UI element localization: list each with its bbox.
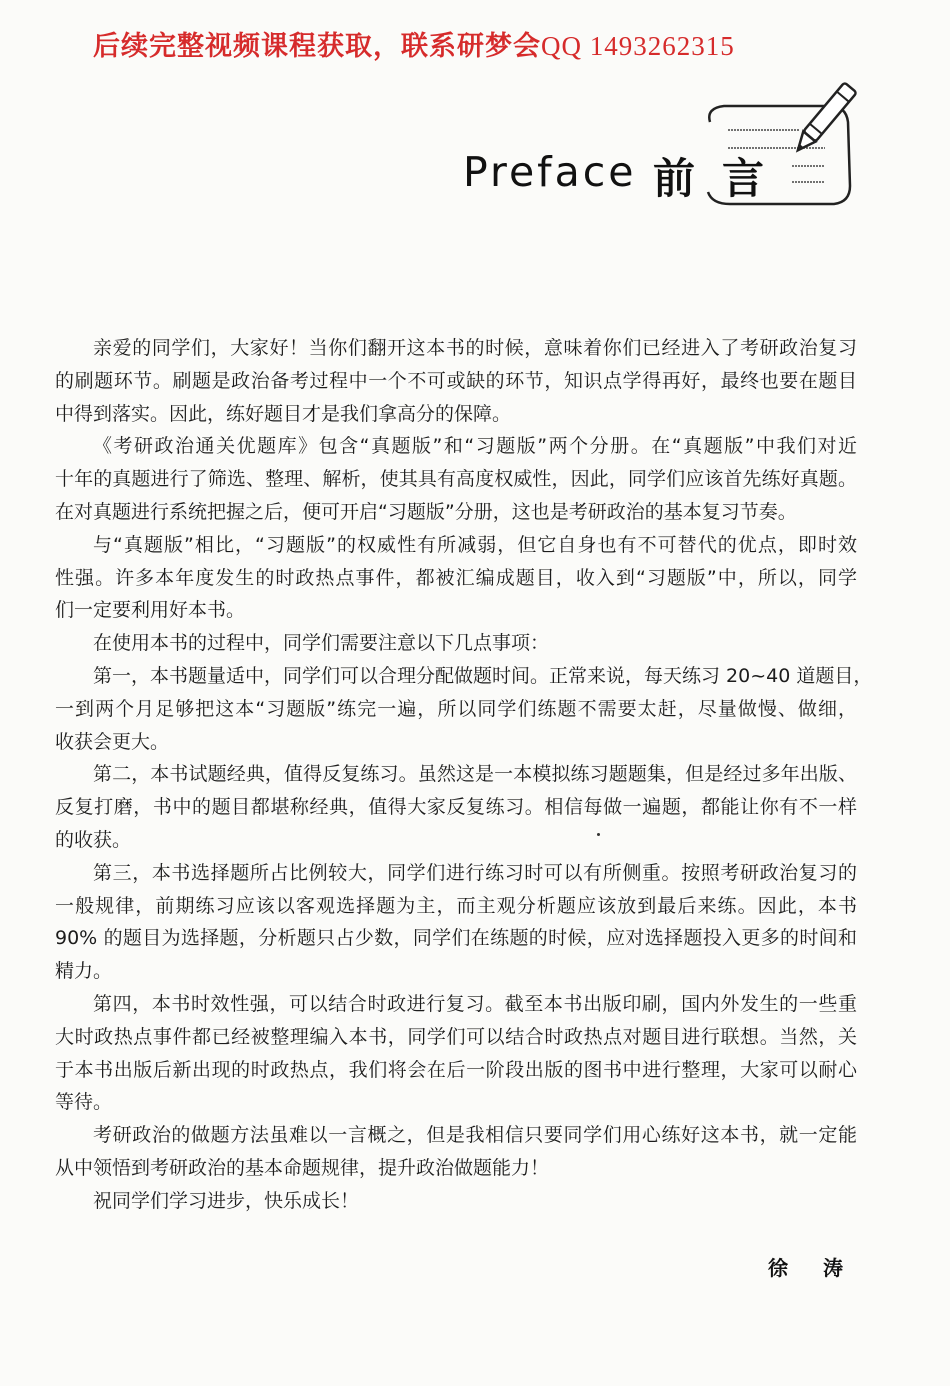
promo-banner <box>93 24 735 63</box>
author-signature: 徐 涛 <box>768 1256 857 1280</box>
paragraph-line: 们一定要利用好本书。 <box>55 599 246 622</box>
paragraph-line: 十年的真题进行了筛选、整理、解析，使其具有高度权威性，因此，同学们应该首先练好真题。 <box>55 468 857 491</box>
paragraph <box>55 430 857 528</box>
paragraph-line: 90% 的题目为选择题，分析题只占少数，同学们在练题的时候，应对选择题投入更多的时间和 <box>55 927 857 950</box>
paragraph-line: 等待。 <box>55 1091 113 1114</box>
paragraph-line: 一到两个月足够把这本“习题版”练完一遍，所以同学们练题不需要太赶，尽量做慢、做细， <box>55 697 857 720</box>
paragraph <box>55 627 857 660</box>
paragraph <box>55 857 857 988</box>
paragraph-line: 中得到落实。因此，练好题目才是我们拿高分的保障。 <box>55 402 512 425</box>
paragraph-line: 第二，本书试题经典，值得反复练习。虽然这是一本模拟练习题题集，但是经过多年出版、 <box>93 763 857 786</box>
paragraph-line: 祝同学们学习进步，快乐成长！ <box>93 1189 360 1212</box>
paragraph <box>55 1119 857 1185</box>
paragraph-line: 性强。许多本年度发生的时政热点事件，都被汇编成题目，收入到“习题版”中，所以，同学 <box>55 566 857 589</box>
paragraph <box>55 1185 857 1218</box>
paragraph-line: 一般规律，前期练习应该以客观选择题为主，而主观分析题应该放到最后来练。因此，本书 <box>55 894 857 917</box>
paragraph-line: 反复打磨，书中的题目都堪称经典，值得大家反复练习。相信每做一遍题，都能让你有不一样 <box>55 796 857 819</box>
paragraph-line: 第三，本书选择题所占比例较大，同学们进行练习时可以有所侧重。按照考研政治复习的 <box>93 861 857 884</box>
paragraph <box>55 529 857 627</box>
paragraph <box>55 660 873 758</box>
paragraph-line: 于本书出版后新出现的时政热点，我们将会在后一阶段出版的图书中进行整理，大家可以耐心 <box>55 1058 857 1081</box>
scan-speck <box>597 833 600 836</box>
paragraph-line: 的收获。 <box>55 828 132 851</box>
paragraph-line: 精力。 <box>55 960 113 983</box>
preface-body <box>55 332 873 1218</box>
paragraph-line: 在使用本书的过程中，同学们需要注意以下几点事项： <box>93 632 550 655</box>
page-title-chinese-2: 言 <box>722 154 765 203</box>
paragraph-line: 与“真题版”相比，“习题版”的权威性有所减弱，但它自身也有不可替代的优点，即时效 <box>93 533 857 556</box>
paragraph-line: 的刷题环节。刷题是政治备考过程中一个不可或缺的环节，知识点学得再好，最终也要在题目 <box>55 369 857 392</box>
paragraph-line: 第四，本书时效性强，可以结合时政进行复习。截至本书出版印刷，国内外发生的一些重 <box>93 992 857 1015</box>
paragraph <box>55 332 857 430</box>
paragraph-line: 考研政治的做题方法虽难以一言概之，但是我相信只要同学们用心练好这本书，就一定能 <box>93 1124 857 1147</box>
promo-qq: QQ 1493262315 <box>541 31 735 61</box>
paragraph-line: 收获会更大。 <box>55 730 170 753</box>
paragraph-line: 大时政热点事件都已经被整理编入本书，同学们可以结合时政热点对题目进行联想。当然，关 <box>55 1025 857 1048</box>
page-title-english: Preface <box>463 148 637 196</box>
paragraph-line: 在对真题进行系统把握之后，便可开启“习题版”分册，这也是考研政治的基本复习节奏。 <box>55 500 797 523</box>
paragraph <box>55 988 857 1119</box>
paragraph-line: 第一，本书题量适中，同学们可以合理分配做题时间。正常来说，每天练习 20~40 道题目， <box>93 664 873 687</box>
paragraph-line: 从中领悟到考研政治的基本命题规律，提升政治做题能力！ <box>55 1156 550 1179</box>
promo-text: 后续完整视频课程获取，联系研梦会 <box>93 31 541 61</box>
paragraph-line: 亲爱的同学们，大家好！当你们翻开这本书的时候，意味着你们已经进入了考研政治复习 <box>93 337 857 359</box>
page-title-chinese-1: 前 <box>653 154 696 203</box>
paragraph <box>55 758 857 856</box>
paragraph-line: 《考研政治通关优题库》包含“真题版”和“习题版”两个分册。在“真题版”中我们对近 <box>93 435 857 458</box>
